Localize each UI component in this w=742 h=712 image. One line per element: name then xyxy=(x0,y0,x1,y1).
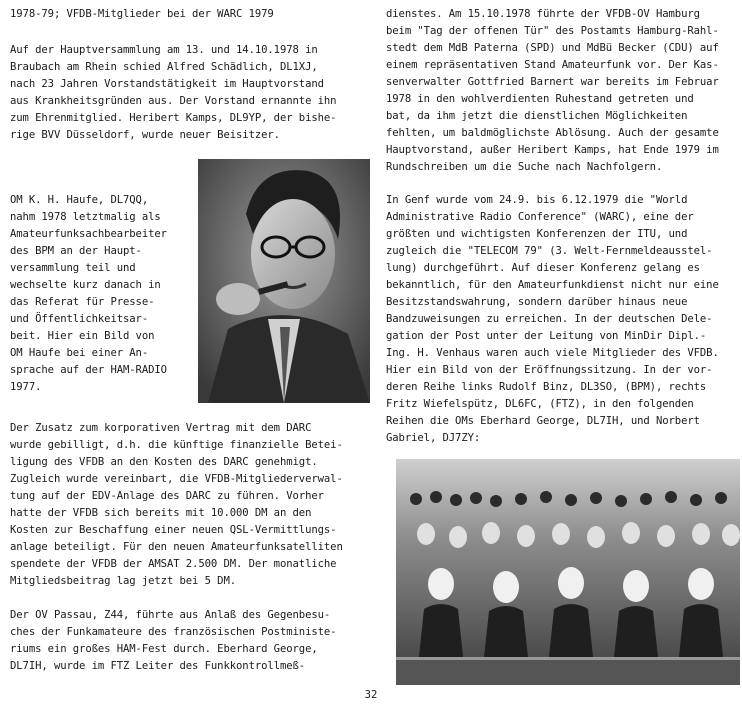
text-line: Kosten zur Beschaffung einer neuen QSL-Vermittlungs- xyxy=(10,524,337,536)
text-line: Hier ein Bild von der Eröffnungssitzung. In der vor- xyxy=(386,364,713,376)
text-line: deren Reihe links Rudolf Binz, DL3SO, (BPM), rechts xyxy=(386,381,707,393)
text-line: Besitzstandswahrung, sondern darüber hinaus neue xyxy=(386,296,688,308)
text-line: wurde gebilligt, d.h. die künftige finanzielle Betei- xyxy=(10,439,343,451)
caption-line: versammlung teil und xyxy=(10,262,136,274)
section-heading: 1978-79; VFDB-Mitglieder bei der WARC 1979 xyxy=(10,8,274,20)
caption-line: Amateurfunksachbearbeiter xyxy=(10,228,167,240)
text-line: DL7IH, wurde im FTZ Leiter des Funkkontrollmeß- xyxy=(10,660,306,672)
caption-line: beit. Hier ein Bild von xyxy=(10,330,155,342)
caption-line: nahm 1978 letztmalig als xyxy=(10,211,161,223)
caption-line: des BPM an der Haupt- xyxy=(10,245,142,257)
text-line: Gabriel, DJ7ZY: xyxy=(386,432,481,444)
photo-warc-opening-session xyxy=(396,459,740,685)
text-line: bekanntlich, für den Amateurfunkdienst nicht nur eine xyxy=(386,279,719,291)
text-line: tung auf der EDV-Anlage des DARC zu führen. Vorher xyxy=(10,490,324,502)
caption-line: OM K. H. Haufe, DL7QQ, xyxy=(10,194,149,206)
text-line: senverwalter Gottfried Barnert war bereits im Februar xyxy=(386,76,719,88)
text-line: fehlten, um baldmöglichste Ablösung. Auch der gesamte xyxy=(386,127,719,139)
text-line: Braubach am Rhein schied Alfred Schädlich, DL1XJ, xyxy=(10,61,318,73)
text-line: Administrative Radio Conference" (WARC), eine der xyxy=(386,211,694,223)
text-line: spendete der VFDB der AMSAT 2.500 DM. Der monatliche xyxy=(10,558,337,570)
text-line: zugleich die "TELECOM 79" (3. Welt-Fernmeldeausstel- xyxy=(386,245,713,257)
text-line: 1978 in den wohlverdienten Ruhestand getreten und xyxy=(386,93,694,105)
text-line: ligung des VFDB an den Kosten des DARC genehmigt. xyxy=(10,456,318,468)
page-number: 32 xyxy=(364,689,378,701)
caption-line: 1977. xyxy=(10,381,42,393)
text-line: rige BVV Düsseldorf, wurde neuer Beisitzer. xyxy=(10,129,280,141)
caption-line: sprache auf der HAM-RADIO xyxy=(10,364,167,376)
text-line: Ing. H. Venhaus waren auch viele Mitglieder des VFDB. xyxy=(386,347,719,359)
text-line: Auf der Hauptversammlung am 13. und 14.10.1978 in xyxy=(10,44,318,56)
text-line: Bandzuweisungen zu erreichen. In der deutschen Dele- xyxy=(386,313,713,325)
text-line: Der Zusatz zum korporativen Vertrag mit dem DARC xyxy=(10,422,312,434)
text-line: Rundschreiben um die Suche nach Nachfolgern. xyxy=(386,161,663,173)
text-line: Reihen die OMs Eberhard George, DL7IH, und Norbert xyxy=(386,415,700,427)
text-line: lung) durchgeführt. Auf dieser Konferenz gelang es xyxy=(386,262,700,274)
caption-line: OM Haufe bei einer An- xyxy=(10,347,149,359)
text-line: dienstes. Am 15.10.1978 führte der VFDB-OV Hamburg xyxy=(386,8,700,20)
caption-line: wechselte kurz danach in xyxy=(10,279,161,291)
text-line: anlage beteiligt. Für den neuen Amateurfunksatelliten xyxy=(10,541,343,553)
photo-haufe xyxy=(198,159,370,403)
text-line: Hauptvorstand, außer Heribert Kamps, hat Ende 1979 im xyxy=(386,144,719,156)
text-line: einem repräsentativen Stand Amateurfunk vor. Der Kas- xyxy=(386,59,719,71)
text-line: ches der Funkamateure des französischen Postministe- xyxy=(10,626,337,638)
text-line: Zugleich wurde vereinbart, die VFDB-Mitgliederverwal- xyxy=(10,473,343,485)
text-line: In Genf wurde vom 24.9. bis 6.12.1979 die "World xyxy=(386,194,688,206)
text-line: Fritz Wiefelspütz, DL6FC, (FTZ), in den folgenden xyxy=(386,398,694,410)
caption-line: und Öffentlichkeitsar- xyxy=(10,313,149,325)
text-line: Der OV Passau, Z44, führte aus Anlaß des Gegenbesu- xyxy=(10,609,331,621)
text-line: gation der Post unter der Leitung von MinDir Dipl.- xyxy=(386,330,707,342)
text-line: stedt dem MdB Paterna (SPD) und MdBü Becker (CDU) auf xyxy=(386,42,719,54)
portrait-image xyxy=(198,159,370,403)
text-line: bat, da ihm jetzt die dienstlichen Möglichkeiten xyxy=(386,110,688,122)
text-line: größten und wichtigsten Konferenzen der ITU, und xyxy=(386,228,688,240)
text-line: aus Krankheitsgründen aus. Der Vorstand ernannte ihn xyxy=(10,95,337,107)
text-line: nach 23 Jahren Vorstandstätigkeit im Hauptvorstand xyxy=(10,78,324,90)
text-line: zum Ehrenmitglied. Heribert Kamps, DL9YP, der bishe- xyxy=(10,112,337,124)
text-line: hatte der VFDB sich bereits mit 10.000 DM an den xyxy=(10,507,312,519)
caption-line: das Referat für Presse- xyxy=(10,296,155,308)
text-line: Mitgliedsbeitrag lag jetzt bei 5 DM. xyxy=(10,575,237,587)
text-line: beim "Tag der offenen Tür" des Postamts Hamburg-Rahl- xyxy=(386,25,719,37)
text-line: riums ein großes HAM-Fest durch. Eberhard George, xyxy=(10,643,318,655)
conference-image xyxy=(396,459,740,685)
